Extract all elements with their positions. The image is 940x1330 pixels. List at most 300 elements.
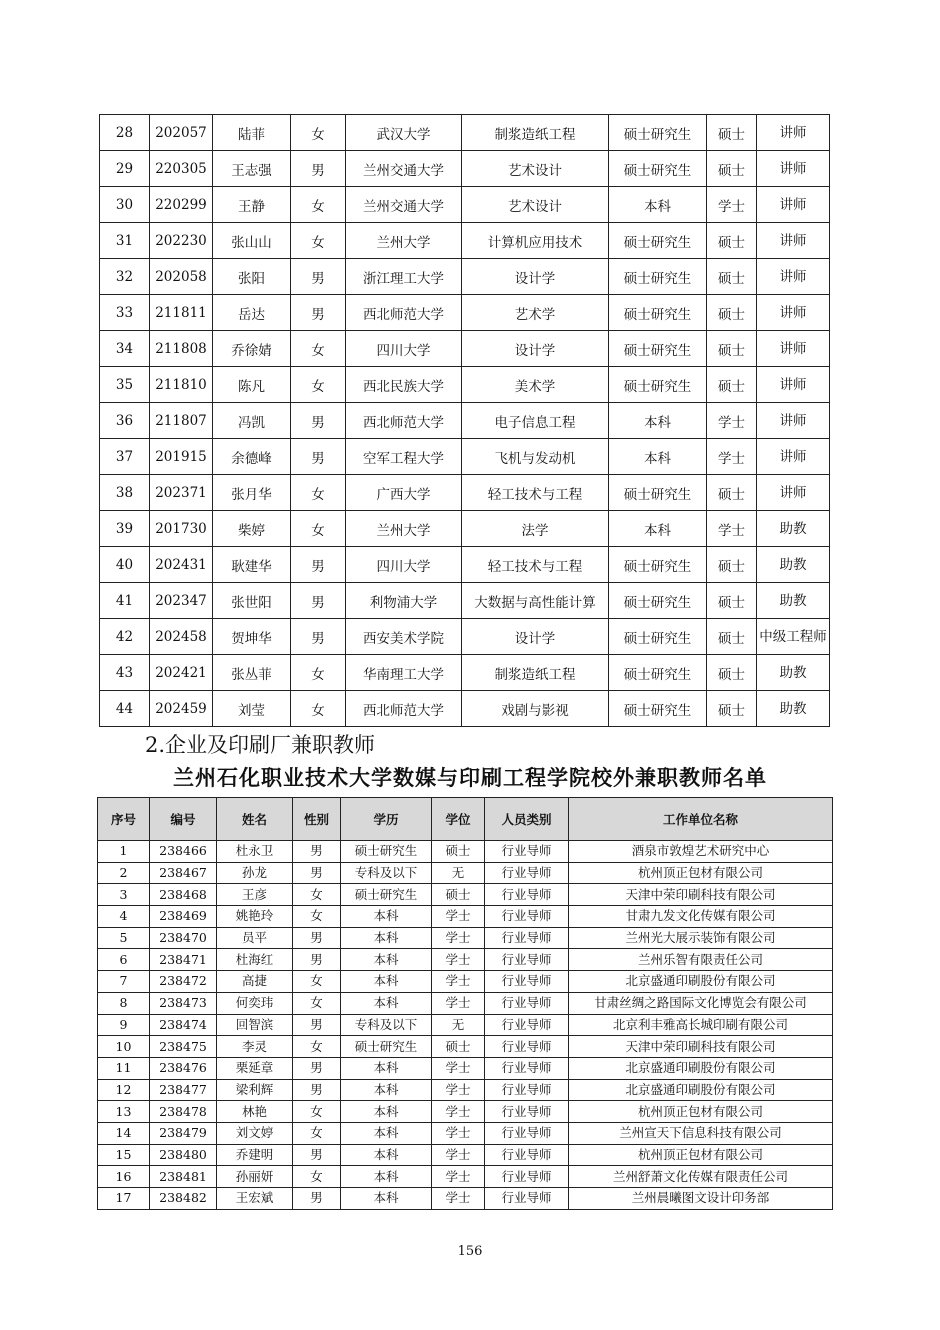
table-cell: 211810 — [150, 367, 213, 403]
table-cell: 梁利辉 — [217, 1079, 293, 1101]
table-row — [100, 331, 830, 367]
table-cell: 202431 — [150, 547, 213, 583]
table-row — [98, 1079, 833, 1101]
table-cell: 201915 — [150, 439, 213, 475]
table-row — [98, 1036, 833, 1058]
table-cell: 15 — [98, 1144, 150, 1166]
table-cell: 硕士 — [707, 151, 757, 187]
table-cell: 行业导师 — [485, 927, 569, 949]
faculty-table — [99, 114, 830, 727]
table-cell: 男 — [293, 862, 341, 884]
table-cell: 戏剧与影视 — [462, 691, 609, 727]
table-cell: 36 — [100, 403, 150, 439]
table-cell: 回智滨 — [217, 1014, 293, 1036]
table-cell: 29 — [100, 151, 150, 187]
table-cell: 202230 — [150, 223, 213, 259]
table-cell: 43 — [100, 655, 150, 691]
table-cell: 211808 — [150, 331, 213, 367]
table-cell: 17 — [98, 1188, 150, 1210]
table-cell: 天津中荣印刷科技有限公司 — [569, 1036, 833, 1058]
table-cell: 本科 — [609, 439, 707, 475]
table-cell: 女 — [291, 511, 346, 547]
table-cell: 王宏斌 — [217, 1188, 293, 1210]
table-cell: 3 — [98, 884, 150, 906]
table-cell: 男 — [293, 1014, 341, 1036]
table-row — [98, 841, 833, 863]
table-cell: 北京盛通印刷股份有限公司 — [569, 971, 833, 993]
table-cell: 本科 — [341, 1079, 432, 1101]
table-cell: 12 — [98, 1079, 150, 1101]
table-cell: 学士 — [432, 1144, 485, 1166]
table-cell: 姚艳玲 — [217, 906, 293, 928]
table-cell: 男 — [293, 1057, 341, 1079]
table-title: 兰州石化职业技术大学数媒与印刷工程学院校外兼职教师名单 — [173, 765, 767, 790]
table-cell: 女 — [293, 1122, 341, 1144]
table-cell: 艺术设计 — [462, 151, 609, 187]
table-cell: 女 — [293, 971, 341, 993]
table-cell: 硕士研究生 — [609, 583, 707, 619]
column-header: 学历 — [341, 798, 432, 841]
table-cell: 男 — [291, 547, 346, 583]
table-cell: 无 — [432, 1014, 485, 1036]
table-cell: 男 — [293, 949, 341, 971]
table-row — [98, 1101, 833, 1123]
table-cell: 讲师 — [757, 151, 830, 187]
table-row — [98, 1166, 833, 1188]
table-cell: 硕士研究生 — [609, 151, 707, 187]
table-cell: 238474 — [150, 1014, 217, 1036]
table-cell: 行业导师 — [485, 1057, 569, 1079]
table-cell: 何奕玮 — [217, 992, 293, 1014]
table-cell: 男 — [293, 841, 341, 863]
table-row — [98, 906, 833, 928]
table-row — [100, 511, 830, 547]
table-cell: 行业导师 — [485, 841, 569, 863]
table-cell: 女 — [293, 1101, 341, 1123]
table-cell: 讲师 — [757, 403, 830, 439]
table-cell: 男 — [293, 1144, 341, 1166]
table-cell: 利物浦大学 — [346, 583, 462, 619]
table-cell: 行业导师 — [485, 1014, 569, 1036]
table-cell: 本科 — [341, 1166, 432, 1188]
table-cell: 陈凡 — [213, 367, 291, 403]
table-cell: 艺术学 — [462, 295, 609, 331]
table-cell: 乔徐婧 — [213, 331, 291, 367]
table-cell: 硕士研究生 — [341, 841, 432, 863]
table-cell: 贺坤华 — [213, 619, 291, 655]
table-cell: 本科 — [341, 1122, 432, 1144]
table-cell: 冯凯 — [213, 403, 291, 439]
table-cell: 杭州顶正包材有限公司 — [569, 1101, 833, 1123]
table-cell: 硕士研究生 — [609, 223, 707, 259]
table-row — [98, 927, 833, 949]
table-cell: 211811 — [150, 295, 213, 331]
table-cell: 238471 — [150, 949, 217, 971]
table-row — [100, 295, 830, 331]
table-cell: 男 — [291, 259, 346, 295]
table-cell: 本科 — [341, 927, 432, 949]
table-cell: 女 — [291, 691, 346, 727]
table-row — [100, 151, 830, 187]
table-cell: 四川大学 — [346, 547, 462, 583]
table-cell: 238468 — [150, 884, 217, 906]
table-cell: 讲师 — [757, 367, 830, 403]
table-cell: 5 — [98, 927, 150, 949]
table-cell: 硕士 — [707, 655, 757, 691]
table-cell: 专科及以下 — [341, 862, 432, 884]
table-row — [100, 403, 830, 439]
table-cell: 女 — [293, 906, 341, 928]
table-cell: 学士 — [707, 511, 757, 547]
table-row — [100, 187, 830, 223]
table-cell: 女 — [291, 223, 346, 259]
table-row — [100, 223, 830, 259]
table-cell: 硕士 — [707, 547, 757, 583]
table-cell: 制浆造纸工程 — [462, 115, 609, 151]
table-cell: 硕士 — [707, 367, 757, 403]
table-cell: 北京利丰雅高长城印刷有限公司 — [569, 1014, 833, 1036]
table-cell: 行业导师 — [485, 1144, 569, 1166]
table-cell: 女 — [291, 367, 346, 403]
table-cell: 30 — [100, 187, 150, 223]
table-cell: 岳达 — [213, 295, 291, 331]
table-cell: 大数据与高性能计算 — [462, 583, 609, 619]
table-cell: 男 — [291, 403, 346, 439]
table-cell: 202421 — [150, 655, 213, 691]
table-row — [98, 1144, 833, 1166]
table-cell: 艺术设计 — [462, 187, 609, 223]
table-cell: 女 — [291, 475, 346, 511]
table-cell: 行业导师 — [485, 1079, 569, 1101]
table-cell: 行业导师 — [485, 1101, 569, 1123]
table-cell: 李灵 — [217, 1036, 293, 1058]
table-cell: 讲师 — [757, 259, 830, 295]
table-cell: 电子信息工程 — [462, 403, 609, 439]
table-cell: 刘文婷 — [217, 1122, 293, 1144]
table-cell: 男 — [291, 583, 346, 619]
table-cell: 9 — [98, 1014, 150, 1036]
table-cell: 男 — [293, 1079, 341, 1101]
table-cell: 31 — [100, 223, 150, 259]
table-cell: 男 — [293, 927, 341, 949]
table-cell: 本科 — [341, 1188, 432, 1210]
table-cell: 讲师 — [757, 331, 830, 367]
table-row — [98, 1057, 833, 1079]
table-cell: 杜永卫 — [217, 841, 293, 863]
table-cell: 助教 — [757, 511, 830, 547]
table-cell: 武汉大学 — [346, 115, 462, 151]
table-cell: 飞机与发动机 — [462, 439, 609, 475]
table-cell: 空军工程大学 — [346, 439, 462, 475]
table-cell: 硕士 — [707, 691, 757, 727]
table-cell: 讲师 — [757, 223, 830, 259]
table-cell: 硕士 — [707, 115, 757, 151]
table-cell: 8 — [98, 992, 150, 1014]
column-header: 工作单位名称 — [569, 798, 833, 841]
table-cell: 张阳 — [213, 259, 291, 295]
table-row — [100, 655, 830, 691]
table-cell: 33 — [100, 295, 150, 331]
table-cell: 西北民族大学 — [346, 367, 462, 403]
column-header: 序号 — [98, 798, 150, 841]
table-cell: 高捷 — [217, 971, 293, 993]
table-cell: 四川大学 — [346, 331, 462, 367]
table-cell: 中级工程师 — [757, 619, 830, 655]
table-cell: 孙龙 — [217, 862, 293, 884]
table-cell: 硕士 — [432, 884, 485, 906]
table-cell: 兰州宣天下信息科技有限公司 — [569, 1122, 833, 1144]
table-cell: 37 — [100, 439, 150, 475]
table-cell: 硕士 — [707, 583, 757, 619]
table-cell: 林艳 — [217, 1101, 293, 1123]
table-cell: 行业导师 — [485, 1166, 569, 1188]
table-cell: 刘莹 — [213, 691, 291, 727]
table-cell: 王志强 — [213, 151, 291, 187]
table-cell: 201730 — [150, 511, 213, 547]
table-cell: 行业导师 — [485, 971, 569, 993]
table-cell: 耿建华 — [213, 547, 291, 583]
table-cell: 238479 — [150, 1122, 217, 1144]
table-cell: 42 — [100, 619, 150, 655]
table-cell: 兰州大学 — [346, 511, 462, 547]
table-row — [100, 439, 830, 475]
table-cell: 华南理工大学 — [346, 655, 462, 691]
table-cell: 13 — [98, 1101, 150, 1123]
table-cell: 行业导师 — [485, 949, 569, 971]
table-cell: 40 — [100, 547, 150, 583]
table-cell: 西北师范大学 — [346, 295, 462, 331]
table-cell: 余德峰 — [213, 439, 291, 475]
table-cell: 讲师 — [757, 187, 830, 223]
table-cell: 兰州交通大学 — [346, 187, 462, 223]
table-cell: 西北师范大学 — [346, 691, 462, 727]
table-cell: 讲师 — [757, 439, 830, 475]
table-cell: 张世阳 — [213, 583, 291, 619]
table-cell: 学士 — [432, 927, 485, 949]
table-cell: 学士 — [707, 403, 757, 439]
table-cell: 员平 — [217, 927, 293, 949]
table-cell: 学士 — [432, 1166, 485, 1188]
table-cell: 女 — [291, 331, 346, 367]
table-cell: 行业导师 — [485, 884, 569, 906]
table-cell: 238469 — [150, 906, 217, 928]
table-cell: 硕士 — [707, 295, 757, 331]
table-cell: 天津中荣印刷科技有限公司 — [569, 884, 833, 906]
table-cell: 220299 — [150, 187, 213, 223]
table-cell: 硕士 — [432, 841, 485, 863]
table-cell: 无 — [432, 862, 485, 884]
table-cell: 助教 — [757, 655, 830, 691]
column-header: 编号 — [150, 798, 217, 841]
table-cell: 硕士研究生 — [341, 1036, 432, 1058]
table-cell: 设计学 — [462, 619, 609, 655]
table-cell: 制浆造纸工程 — [462, 655, 609, 691]
table-row — [98, 1014, 833, 1036]
table-row — [100, 259, 830, 295]
table-cell: 助教 — [757, 691, 830, 727]
table-cell: 兰州光大展示装饰有限公司 — [569, 927, 833, 949]
table-cell: 西北师范大学 — [346, 403, 462, 439]
table-row — [98, 971, 833, 993]
table-cell: 硕士研究生 — [609, 475, 707, 511]
table-cell: 14 — [98, 1122, 150, 1144]
table-cell: 硕士研究生 — [341, 884, 432, 906]
table-cell: 广西大学 — [346, 475, 462, 511]
column-header: 性别 — [293, 798, 341, 841]
page-number: 156 — [457, 1244, 483, 1259]
table-cell: 硕士研究生 — [609, 547, 707, 583]
table-cell: 44 — [100, 691, 150, 727]
column-header: 学位 — [432, 798, 485, 841]
table-cell: 本科 — [341, 1057, 432, 1079]
table-cell: 男 — [293, 1188, 341, 1210]
table-cell: 张月华 — [213, 475, 291, 511]
table-cell: 兰州乐智有限责任公司 — [569, 949, 833, 971]
table-cell: 王彦 — [217, 884, 293, 906]
table-cell: 238475 — [150, 1036, 217, 1058]
table-cell: 讲师 — [757, 115, 830, 151]
table-cell: 柴婷 — [213, 511, 291, 547]
table-cell: 助教 — [757, 583, 830, 619]
table-cell: 女 — [293, 1036, 341, 1058]
table-cell: 7 — [98, 971, 150, 993]
table-cell: 本科 — [609, 187, 707, 223]
table-cell: 助教 — [757, 547, 830, 583]
table-cell: 本科 — [341, 971, 432, 993]
table-cell: 酒泉市敦煌艺术研究中心 — [569, 841, 833, 863]
table-cell: 轻工技术与工程 — [462, 475, 609, 511]
table-cell: 美术学 — [462, 367, 609, 403]
table-cell: 杜海红 — [217, 949, 293, 971]
table-cell: 硕士研究生 — [609, 115, 707, 151]
table-cell: 张山山 — [213, 223, 291, 259]
table-row — [98, 1188, 833, 1210]
table-row — [100, 619, 830, 655]
table-cell: 行业导师 — [485, 1188, 569, 1210]
table-cell: 28 — [100, 115, 150, 151]
table-cell: 4 — [98, 906, 150, 928]
table-row — [98, 949, 833, 971]
table-cell: 238472 — [150, 971, 217, 993]
table-cell: 浙江理工大学 — [346, 259, 462, 295]
table-row — [98, 992, 833, 1014]
table-cell: 238466 — [150, 841, 217, 863]
table-cell: 专科及以下 — [341, 1014, 432, 1036]
table-row — [100, 475, 830, 511]
table-cell: 孙丽妍 — [217, 1166, 293, 1188]
table-cell: 35 — [100, 367, 150, 403]
table-cell: 硕士 — [707, 259, 757, 295]
table-cell: 238481 — [150, 1166, 217, 1188]
table-cell: 行业导师 — [485, 1122, 569, 1144]
section-heading: 2.企业及印刷厂兼职教师 — [145, 733, 376, 757]
table-header-row — [98, 798, 833, 841]
table-cell: 兰州舒萧文化传媒有限责任公司 — [569, 1166, 833, 1188]
table-cell: 本科 — [341, 992, 432, 1014]
table-cell: 甘肃九发文化传媒有限公司 — [569, 906, 833, 928]
table-cell: 2 — [98, 862, 150, 884]
table-cell: 202058 — [150, 259, 213, 295]
table-cell: 硕士研究生 — [609, 691, 707, 727]
table-cell: 本科 — [341, 906, 432, 928]
table-cell: 讲师 — [757, 475, 830, 511]
table-cell: 王静 — [213, 187, 291, 223]
table-cell: 238476 — [150, 1057, 217, 1079]
table-cell: 行业导师 — [485, 906, 569, 928]
table-cell: 硕士 — [432, 1036, 485, 1058]
table-cell: 张丛菲 — [213, 655, 291, 691]
table-cell: 202458 — [150, 619, 213, 655]
table-cell: 硕士 — [707, 475, 757, 511]
table-cell: 1 — [98, 841, 150, 863]
table-row — [100, 583, 830, 619]
table-cell: 学士 — [707, 187, 757, 223]
table-cell: 兰州晨曦图文设计印务部 — [569, 1188, 833, 1210]
table-cell: 杭州顶正包材有限公司 — [569, 1144, 833, 1166]
table-row — [98, 1122, 833, 1144]
table-cell: 兰州交通大学 — [346, 151, 462, 187]
table-cell: 学士 — [432, 1122, 485, 1144]
table-cell: 甘肃丝绸之路国际文化博览会有限公司 — [569, 992, 833, 1014]
table-cell: 学士 — [432, 1101, 485, 1123]
table-cell: 硕士研究生 — [609, 295, 707, 331]
table-cell: 硕士研究生 — [609, 619, 707, 655]
table-cell: 238473 — [150, 992, 217, 1014]
table-row — [100, 367, 830, 403]
table-cell: 设计学 — [462, 331, 609, 367]
table-cell: 学士 — [432, 992, 485, 1014]
table-cell: 学士 — [432, 949, 485, 971]
table-cell: 238467 — [150, 862, 217, 884]
table-row — [100, 691, 830, 727]
table-cell: 本科 — [609, 511, 707, 547]
table-cell: 女 — [291, 187, 346, 223]
table-cell: 10 — [98, 1036, 150, 1058]
table-cell: 38 — [100, 475, 150, 511]
table-cell: 本科 — [609, 403, 707, 439]
table-cell: 女 — [293, 1166, 341, 1188]
table-cell: 硕士研究生 — [609, 331, 707, 367]
table-cell: 220305 — [150, 151, 213, 187]
table-cell: 法学 — [462, 511, 609, 547]
table-cell: 行业导师 — [485, 1036, 569, 1058]
table-cell: 202057 — [150, 115, 213, 151]
table-cell: 学士 — [432, 971, 485, 993]
table-cell: 硕士 — [707, 331, 757, 367]
table-cell: 北京盛通印刷股份有限公司 — [569, 1079, 833, 1101]
table-cell: 硕士 — [707, 223, 757, 259]
table-cell: 乔建明 — [217, 1144, 293, 1166]
table-cell: 陆菲 — [213, 115, 291, 151]
table-cell: 本科 — [341, 949, 432, 971]
table-cell: 行业导师 — [485, 862, 569, 884]
table-cell: 211807 — [150, 403, 213, 439]
table-cell: 硕士研究生 — [609, 655, 707, 691]
table-cell: 39 — [100, 511, 150, 547]
table-cell: 讲师 — [757, 295, 830, 331]
table-cell: 本科 — [341, 1144, 432, 1166]
table-cell: 学士 — [432, 1079, 485, 1101]
table-cell: 北京盛通印刷股份有限公司 — [569, 1057, 833, 1079]
table-cell: 202347 — [150, 583, 213, 619]
table-cell: 11 — [98, 1057, 150, 1079]
table-row — [98, 884, 833, 906]
column-header: 姓名 — [217, 798, 293, 841]
table-cell: 硕士研究生 — [609, 259, 707, 295]
table-cell: 行业导师 — [485, 992, 569, 1014]
table-cell: 32 — [100, 259, 150, 295]
table-cell: 202371 — [150, 475, 213, 511]
